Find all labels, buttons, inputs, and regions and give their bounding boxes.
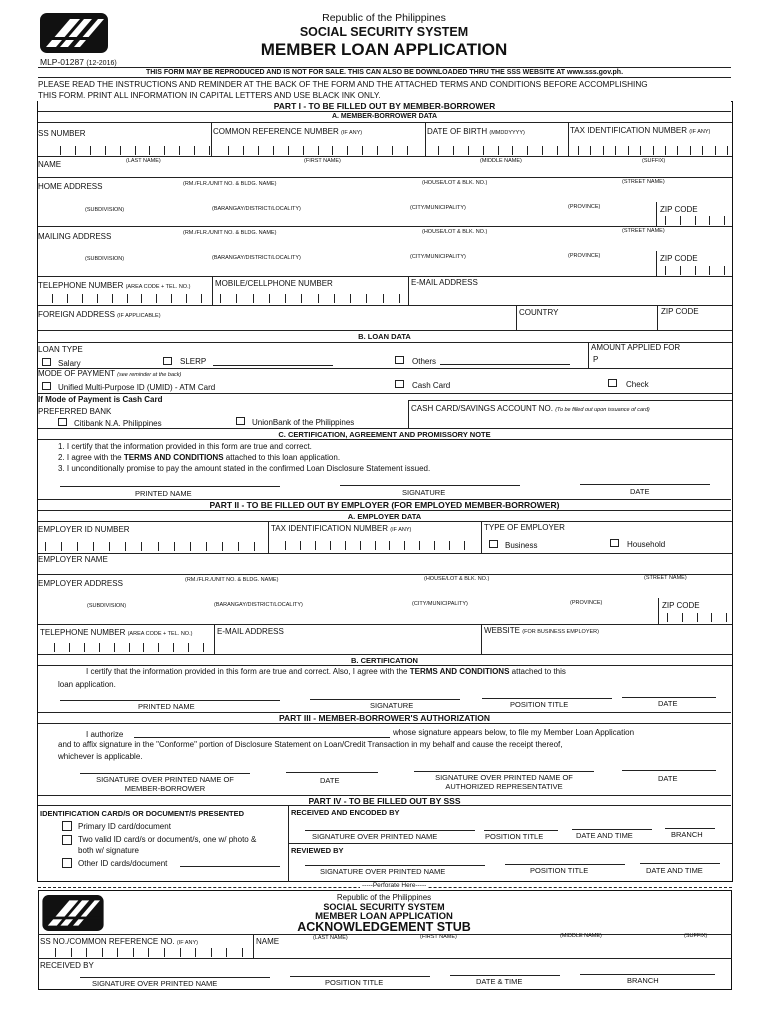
cash-card-label: Cash Card [412,381,451,390]
stub-suffix: (SUFFIX) [684,933,708,939]
business-label: Business [505,541,538,550]
emp-brgy-hint: (BARANGAY/DISTRICT/LOCALITY) [214,602,303,608]
dob-boxes[interactable] [438,146,558,155]
primary-id-checkbox[interactable] [62,821,72,831]
form-code-date: (12-2016) [86,60,117,67]
household-label: Household [627,540,666,549]
auth-date-1: DATE [320,776,340,785]
stub-datetime-label: DATE & TIME [476,977,523,986]
form-title: MEMBER LOAN APPLICATION [260,40,508,59]
auth-line-2: and to affix signature in the "Conforme" portion of Disclosure Statement on Loan/Credit Transaction in my behalf and cause the receipt thereof, [58,740,563,749]
sig-rep-label: SIGNATURE OVER PRINTED NAME OF AUTHORIZED REPRESENTATIVE [435,773,573,791]
stub-branch-label: BRANCH [627,976,659,985]
notice-bar [38,67,731,78]
ss-number-label: SS NUMBER [38,129,86,138]
ss-number-boxes[interactable] [60,146,210,155]
cert-line-1: 1. I certify that the information provided in this form are true and correct. [58,442,312,451]
first-name-hint: (FIRST NAME) [304,158,341,164]
auth-line-1b: whose signature appears below, to file my Member Loan Application [393,728,635,737]
emp-rm-hint: (RM./FLR./UNIT NO. & BLDG. NAME) [185,577,279,583]
primary-id-label: Primary ID card/document [78,822,171,831]
cash-card-checkbox[interactable] [395,380,404,388]
mail-house-hint: (HOUSE/LOT & BLK. NO.) [422,229,488,235]
stub-last-name: (LAST NAME) [313,935,348,941]
stub-ss-boxes[interactable] [55,948,243,957]
telephone-label: TELEPHONE NUMBER (AREA CODE + TEL. NO.) [38,281,191,290]
mail-zip-boxes[interactable] [665,266,725,275]
emp-signature-label: SIGNATURE [370,701,414,710]
received-sig-label: SIGNATURE OVER PRINTED NAME [312,832,438,841]
part2-secA: A. EMPLOYER DATA [347,512,422,521]
auth-line-3: whichever is applicable. [58,752,143,761]
part2-secB: B. CERTIFICATION [351,656,418,665]
emp-cert-line-1: I certify that the information provided in this form are true and correct. Also, I agree with the TERMS AND CONDITIONS attached to this [86,667,566,676]
emp-zip-boxes[interactable] [667,613,727,622]
other-id-checkbox[interactable] [62,858,72,868]
home-house-hint: (HOUSE/LOT & BLK. NO.) [422,180,488,186]
stub-name-label: NAME [256,937,280,946]
part2-title: PART II - TO BE FILLED OUT BY EMPLOYER (FOR EMPLOYED MEMBER-BORROWER) [38,499,731,511]
date-label: DATE [630,487,650,496]
mobile-label: MOBILE/CELLPHONE NUMBER [215,279,333,288]
emp-zip-label: ZIP CODE [662,601,700,610]
employer-name-label: EMPLOYER NAME [38,555,108,564]
reviewed-by-label: REVIEWED BY [291,846,344,855]
emp-telephone-boxes[interactable] [54,643,204,652]
form-code-number: MLP-01287 [40,57,84,67]
cert-line-3: 3. I unconditionally promise to pay the amount stated in the confirmed Loan Disclosure Statement issued. [58,464,431,473]
emp-street-hint: (STREET NAME) [644,575,687,581]
stub-ss-crn-label: SS NO./COMMON REFERENCE NO. (IF ANY) [40,937,199,946]
emp-position-label: POSITION TITLE [510,700,569,709]
slerp-label: SLERP [180,357,207,366]
home-subd-hint: (SUBDIVISION) [85,207,125,213]
part4-title: PART IV - TO BE FILLED OUT BY SSS [38,795,731,806]
stub-title: ACKNOWLEDGEMENT STUB [297,920,471,934]
emp-date-label: DATE [658,699,678,708]
part1-secA: A. MEMBER-BORROWER DATA [331,113,438,120]
salary-checkbox[interactable] [42,358,51,366]
two-valid-checkbox[interactable] [62,835,72,845]
others-label: Others [412,357,437,366]
other-id-label: Other ID cards/document [78,859,168,868]
home-rm-hint: (RM./FLR./UNIT NO. & BLDG. NAME) [183,181,277,187]
instructions-1: PLEASE READ THE INSTRUCTIONS AND REMINDER AT THE BACK OF THE FORM AND THE ATTACHED TERMS AND CONDITIONS BEFORE ACCOMPLISHING [38,80,648,89]
home-prov-hint: (PROVINCE) [568,204,601,210]
employer-id-boxes[interactable] [45,542,255,551]
home-street-hint: (STREET NAME) [622,179,665,185]
emp-house-hint: (HOUSE/LOT & BLK. NO.) [424,576,490,582]
tin-boxes[interactable] [578,146,728,155]
employer-tin-label: TAX IDENTIFICATION NUMBER (IF ANY) [271,524,412,533]
name-label: NAME [38,160,62,169]
part1-secB: B. LOAN DATA [358,332,411,341]
foreign-address-label: FOREIGN ADDRESS (IF APPLICABLE) [38,310,161,319]
instructions-2: THIS FORM. PRINT ALL INFORMATION IN CAPITAL LETTERS AND USE BLACK INK ONLY. [38,91,381,100]
republic-label: Republic of the Philippines [322,12,446,24]
form-code [40,57,117,67]
unionbank-checkbox[interactable] [236,417,245,425]
umid-checkbox[interactable] [42,382,51,390]
stub-sig-label: SIGNATURE OVER PRINTED NAME [92,979,218,988]
sig-member-label: SIGNATURE OVER PRINTED NAME OF MEMBER-BORROWER [96,775,234,793]
mail-prov-hint: (PROVINCE) [568,253,601,259]
reviewed-sig-label: SIGNATURE OVER PRINTED NAME [320,867,446,876]
stub-agency: SOCIAL SECURITY SYSTEM [323,902,445,912]
part1-secC: C. CERTIFICATION, AGREEMENT AND PROMISSORY NOTE [278,430,491,439]
mode-payment-label: MODE OF PAYMENT (see reminder at the back) [38,369,182,378]
emp-cert-line-2: loan application. [58,680,116,689]
salary-label: Salary [58,359,81,368]
stub-middle-name: (MIDDLE NAME) [560,933,602,939]
emp-city-hint: (CITY/MUNICIPALITY) [412,601,468,607]
mail-city-hint: (CITY/MUNICIPALITY) [410,254,466,260]
mail-street-hint: (STREET NAME) [622,228,665,234]
signature-label: SIGNATURE [402,488,446,497]
emp-email-label: E-MAIL ADDRESS [217,627,284,636]
type-employer-label: TYPE OF EMPLOYER [484,523,565,532]
foreign-zip-label: ZIP CODE [661,307,699,316]
emp-subd-hint: (SUBDIVISION) [87,603,127,609]
cert-line-2: 2. I agree with the TERMS AND CONDITIONS attached to this loan application. [58,453,341,462]
reviewed-datetime-label: DATE AND TIME [646,866,703,875]
part1-title: PART I - TO BE FILLED OUT BY MEMBER-BORROWER [38,101,731,112]
telephone-boxes[interactable] [52,294,202,303]
cash-account-label: CASH CARD/SAVINGS ACCOUNT NO. (To be filled out upon issuance of card) [411,404,650,413]
received-datetime-label: DATE AND TIME [576,831,633,840]
umid-label: Unified Multi-Purpose ID (UMID) - ATM Card [58,383,216,392]
check-checkbox[interactable] [608,379,617,387]
mobile-boxes[interactable] [220,294,400,303]
home-address-label: HOME ADDRESS [38,182,103,191]
business-checkbox[interactable] [489,540,498,548]
received-branch-label: BRANCH [671,830,703,839]
employer-address-label: EMPLOYER ADDRESS [38,579,123,588]
crn-label: COMMON REFERENCE NUMBER (IF ANY) [213,127,363,136]
mail-rm-hint: (RM./FLR./UNIT NO. & BLDG. NAME) [183,230,277,236]
auth-line-1a: I authorize [86,730,124,739]
emp-prov-hint: (PROVINCE) [570,600,603,606]
tin-label: TAX IDENTIFICATION NUMBER (IF ANY) [570,126,711,135]
reviewed-position-label: POSITION TITLE [530,866,589,875]
mail-zip-label: ZIP CODE [660,254,698,263]
check-label: Check [626,380,649,389]
mail-brgy-hint: (BARANGAY/DISTRICT/LOCALITY) [212,255,301,261]
household-checkbox[interactable] [610,539,619,547]
citibank-checkbox[interactable] [58,418,67,426]
home-city-hint: (CITY/MUNICIPALITY) [410,205,466,211]
emp-printed-name-label: PRINTED NAME [138,702,195,711]
loan-type-label: LOAN TYPE [38,345,83,354]
others-checkbox[interactable] [395,356,404,364]
citibank-label: Citibank N.A. Philippines [74,419,162,428]
agency-name: SOCIAL SECURITY SYSTEM [299,25,469,39]
printed-name-label: PRINTED NAME [135,489,192,498]
website-label: WEBSITE (FOR BUSINESS EMPLOYER) [484,626,599,635]
last-name-hint: (LAST NAME) [126,158,161,164]
auth-date-2: DATE [658,774,678,783]
suffix-hint: (SUFFIX) [642,158,666,164]
home-zip-boxes[interactable] [665,216,725,225]
received-position-label: POSITION TITLE [485,832,544,841]
employer-tin-boxes[interactable] [285,541,465,550]
notice-text: THIS FORM MAY BE REPRODUCED AND IS NOT FOR SALE. THIS CAN ALSO BE DOWNLOADED THRU THE SSS WEBSITE AT www.sss.gov.ph. [145,69,624,76]
slerp-checkbox[interactable] [163,357,172,365]
stub-position-label: POSITION TITLE [325,978,384,987]
employer-id-label: EMPLOYER ID NUMBER [38,525,130,534]
stub-republic: Republic of the Philippines [336,893,432,902]
home-zip-label: ZIP CODE [660,205,698,214]
peso-sign: P [593,355,599,364]
email-label: E-MAIL ADDRESS [411,278,478,287]
mail-subd-hint: (SUBDIVISION) [85,256,125,262]
two-valid-label-1: Two valid ID card/s or document/s, one w/ photo & [78,835,257,844]
perforate-label: -----Perforate Here----- [362,882,427,889]
stub-first-name: (FIRST NAME) [420,934,457,940]
stub-received-by-label: RECEIVED BY [40,961,94,970]
part3-title: PART III - MEMBER-BORROWER'S AUTHORIZATION [38,712,731,724]
dob-label: DATE OF BIRTH (MMDDYYYY) [427,127,525,136]
preferred-bank-label: PREFERRED BANK [38,407,112,416]
middle-name-hint: (MIDDLE NAME) [480,158,522,164]
emp-telephone-label: TELEPHONE NUMBER (AREA CODE + TEL. NO.) [40,628,193,637]
if-cash-label: If Mode of Payment is Cash Card [38,395,163,404]
received-encoded-label: RECEIVED AND ENCODED BY [291,808,400,817]
country-label: COUNTRY [519,308,559,317]
stub-subtitle: MEMBER LOAN APPLICATION [315,911,453,922]
crn-boxes[interactable] [228,146,408,155]
mailing-address-label: MAILING ADDRESS [38,232,112,241]
amount-applied-label: AMOUNT APPLIED FOR [591,343,681,352]
home-brgy-hint: (BARANGAY/DISTRICT/LOCALITY) [212,206,301,212]
unionbank-label: UnionBank of the Philippines [252,418,355,427]
id-cards-label: IDENTIFICATION CARD/S OR DOCUMENT/S PRESENTED [40,809,245,818]
two-valid-label-2: both w/ signature [78,846,139,855]
